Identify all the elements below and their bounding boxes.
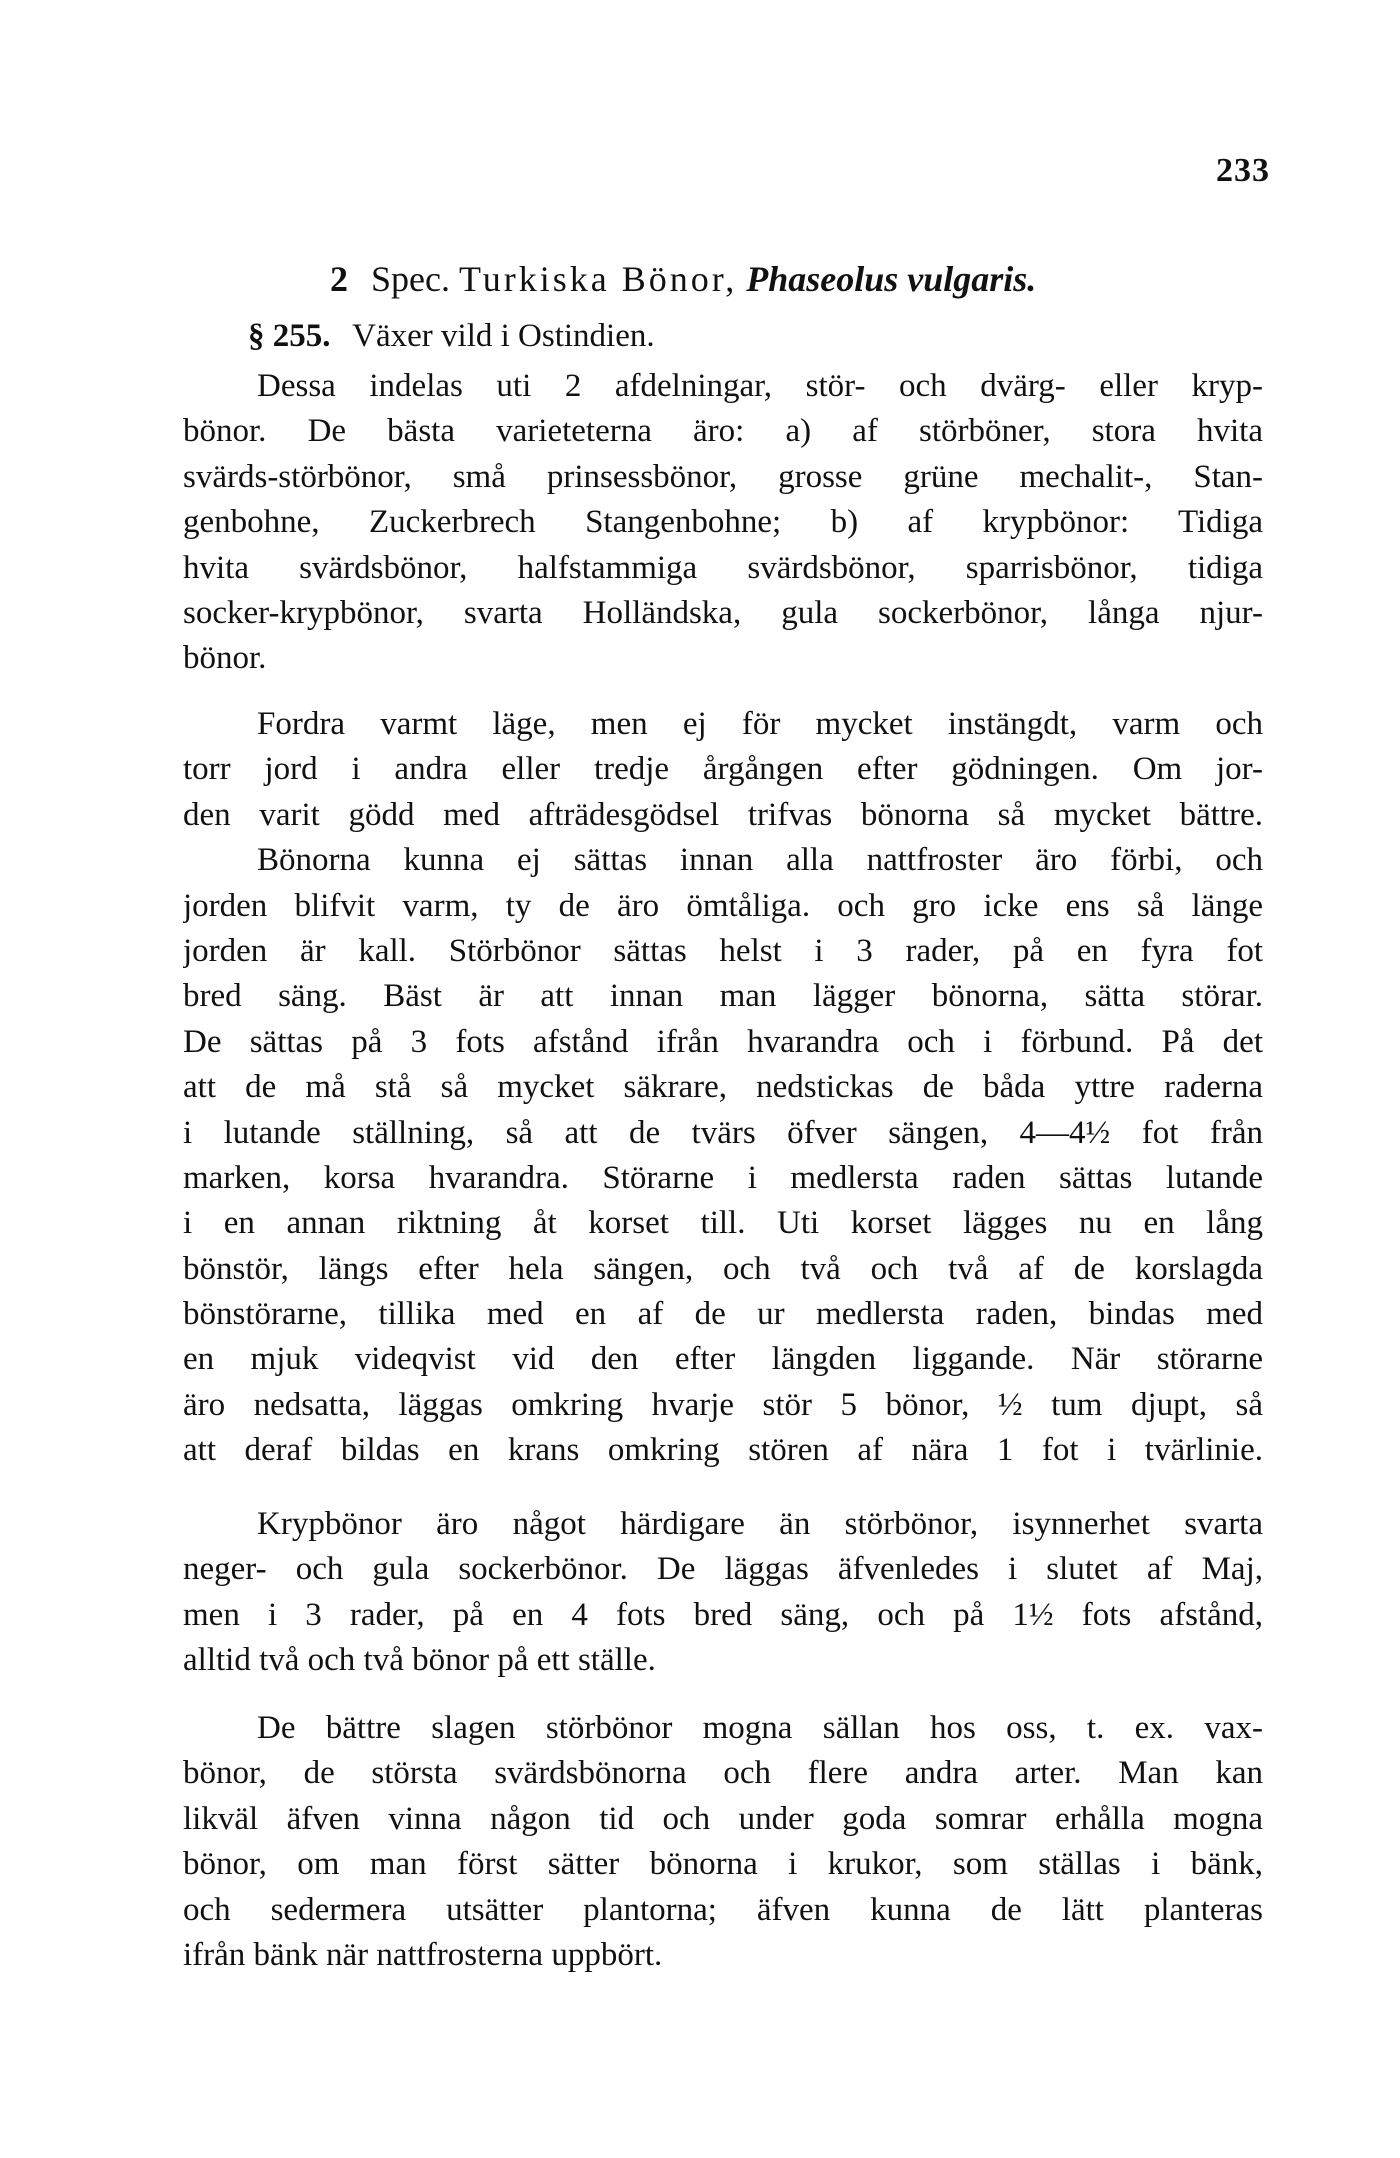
spec-label: Spec. [371, 259, 450, 299]
common-name: Turkiska Bönor, [458, 259, 738, 299]
text-line: bönstörarne, tillika med en af de ur medlersta raden, bindas med [183, 1296, 1263, 1333]
section-text: Växer vild i Ostindien. [352, 318, 655, 354]
text-line: den varit gödd med afträdesgödsel trifvas bönorna så mycket bättre. [183, 796, 1263, 833]
text-line: i en annan riktning åt korset till. Uti korset lägges nu en lång [183, 1205, 1263, 1242]
text-line: De bättre slagen störbönor mogna sällan hos oss, t. ex. vax- [257, 1710, 1263, 1746]
text-line: ifrån bänk när nattfrosterna uppbört. [183, 1936, 663, 1973]
species-heading [330, 258, 1290, 300]
page-number: 233 [1216, 152, 1270, 189]
text-line: äro nedsatta, läggas omkring hvarje stör 5 bönor, ½ tum djupt, så [183, 1386, 1263, 1423]
section-number: § 255. [248, 318, 331, 354]
text-line: svärds-störbönor, små prinsessbönor, grosse grüne mechalit-, Stan- [183, 458, 1263, 495]
text-line: hvita svärdsbönor, halfstammiga svärdsbönor, sparrisbönor, tidiga [183, 549, 1263, 586]
text-line: jorden är kall. Störbönor sättas helst i 3 rader, på en fyra fot [183, 932, 1263, 969]
text-line: Bönorna kunna ej sättas innan alla nattfroster äro förbi, och [257, 842, 1263, 879]
text-line: i lutande ställning, så att de tvärs öfver sängen, 4—4½ fot från [183, 1114, 1263, 1151]
text-line: att de må stå så mycket säkrare, nedstickas de båda yttre raderna [183, 1069, 1263, 1106]
text-line: Krypbönor äro något härdigare än störbönor, isynnerhet svarta [257, 1506, 1263, 1542]
section-heading [248, 318, 1288, 355]
text-line: en mjuk videqvist vid den efter längden liggande. När störarne [183, 1341, 1263, 1378]
text-line: Fordra varmt läge, men ej för mycket instängdt, varm och [257, 706, 1263, 742]
text-line: men i 3 rader, på en 4 fots bred säng, och på 1½ fots afstånd, [183, 1596, 1263, 1633]
text-line: Dessa indelas uti 2 afdelningar, stör- och dvärg- eller kryp- [257, 368, 1263, 404]
text-line: likväl äfven vinna någon tid och under goda somrar erhålla mogna [183, 1800, 1263, 1837]
text-line: genbohne, Zuckerbrech Stangenbohne; b) af krypbönor: Tidiga [183, 504, 1263, 541]
text-line: bönor, om man först sätter bönorna i krukor, som ställas i bänk, [183, 1846, 1263, 1883]
text-line: neger- och gula sockerbönor. De läggas äfvenledes i slutet af Maj, [183, 1551, 1263, 1588]
paragraph-3 [183, 1502, 1263, 1684]
text-line: alltid två och två bönor på ett ställe. [183, 1642, 656, 1679]
text-line: jorden blifvit varm, ty de äro ömtåliga. och gro icke ens så länge [183, 887, 1263, 924]
text-line: bred säng. Bäst är att innan man lägger bönorna, sätta störar. [183, 978, 1263, 1015]
paragraph-2 [183, 702, 1263, 1474]
latin-name: Phaseolus vulgaris. [746, 259, 1037, 299]
paragraph-4 [183, 1706, 1263, 1978]
text-line: bönor. De bästa varieteterna äro: a) af störböner, stora hvita [183, 413, 1263, 450]
text-line: marken, korsa hvarandra. Störarne i medlersta raden sättas lutande [183, 1159, 1263, 1196]
text-line: torr jord i andra eller tredje årgången efter gödningen. Om jor- [183, 751, 1263, 788]
text-line: bönor. [183, 640, 267, 677]
text-line: bönor, de största svärdsbönorna och flere andra arter. Man kan [183, 1755, 1263, 1792]
text-line: och sedermera utsätter plantorna; äfven kunna de lätt planteras [183, 1891, 1263, 1928]
text-line: bönstör, längs efter hela sängen, och två och två af de korslagda [183, 1250, 1263, 1287]
text-line: att deraf bildas en krans omkring stören af nära 1 fot i tvärlinie. [183, 1432, 1263, 1469]
paragraph-1 [183, 364, 1263, 682]
text-line: De sättas på 3 fots afstånd ifrån hvarandra och i förbund. På det [183, 1023, 1263, 1060]
species-number: 2 [330, 259, 348, 299]
text-line: socker-krypbönor, svarta Holländska, gula sockerbönor, långa njur- [183, 594, 1263, 631]
